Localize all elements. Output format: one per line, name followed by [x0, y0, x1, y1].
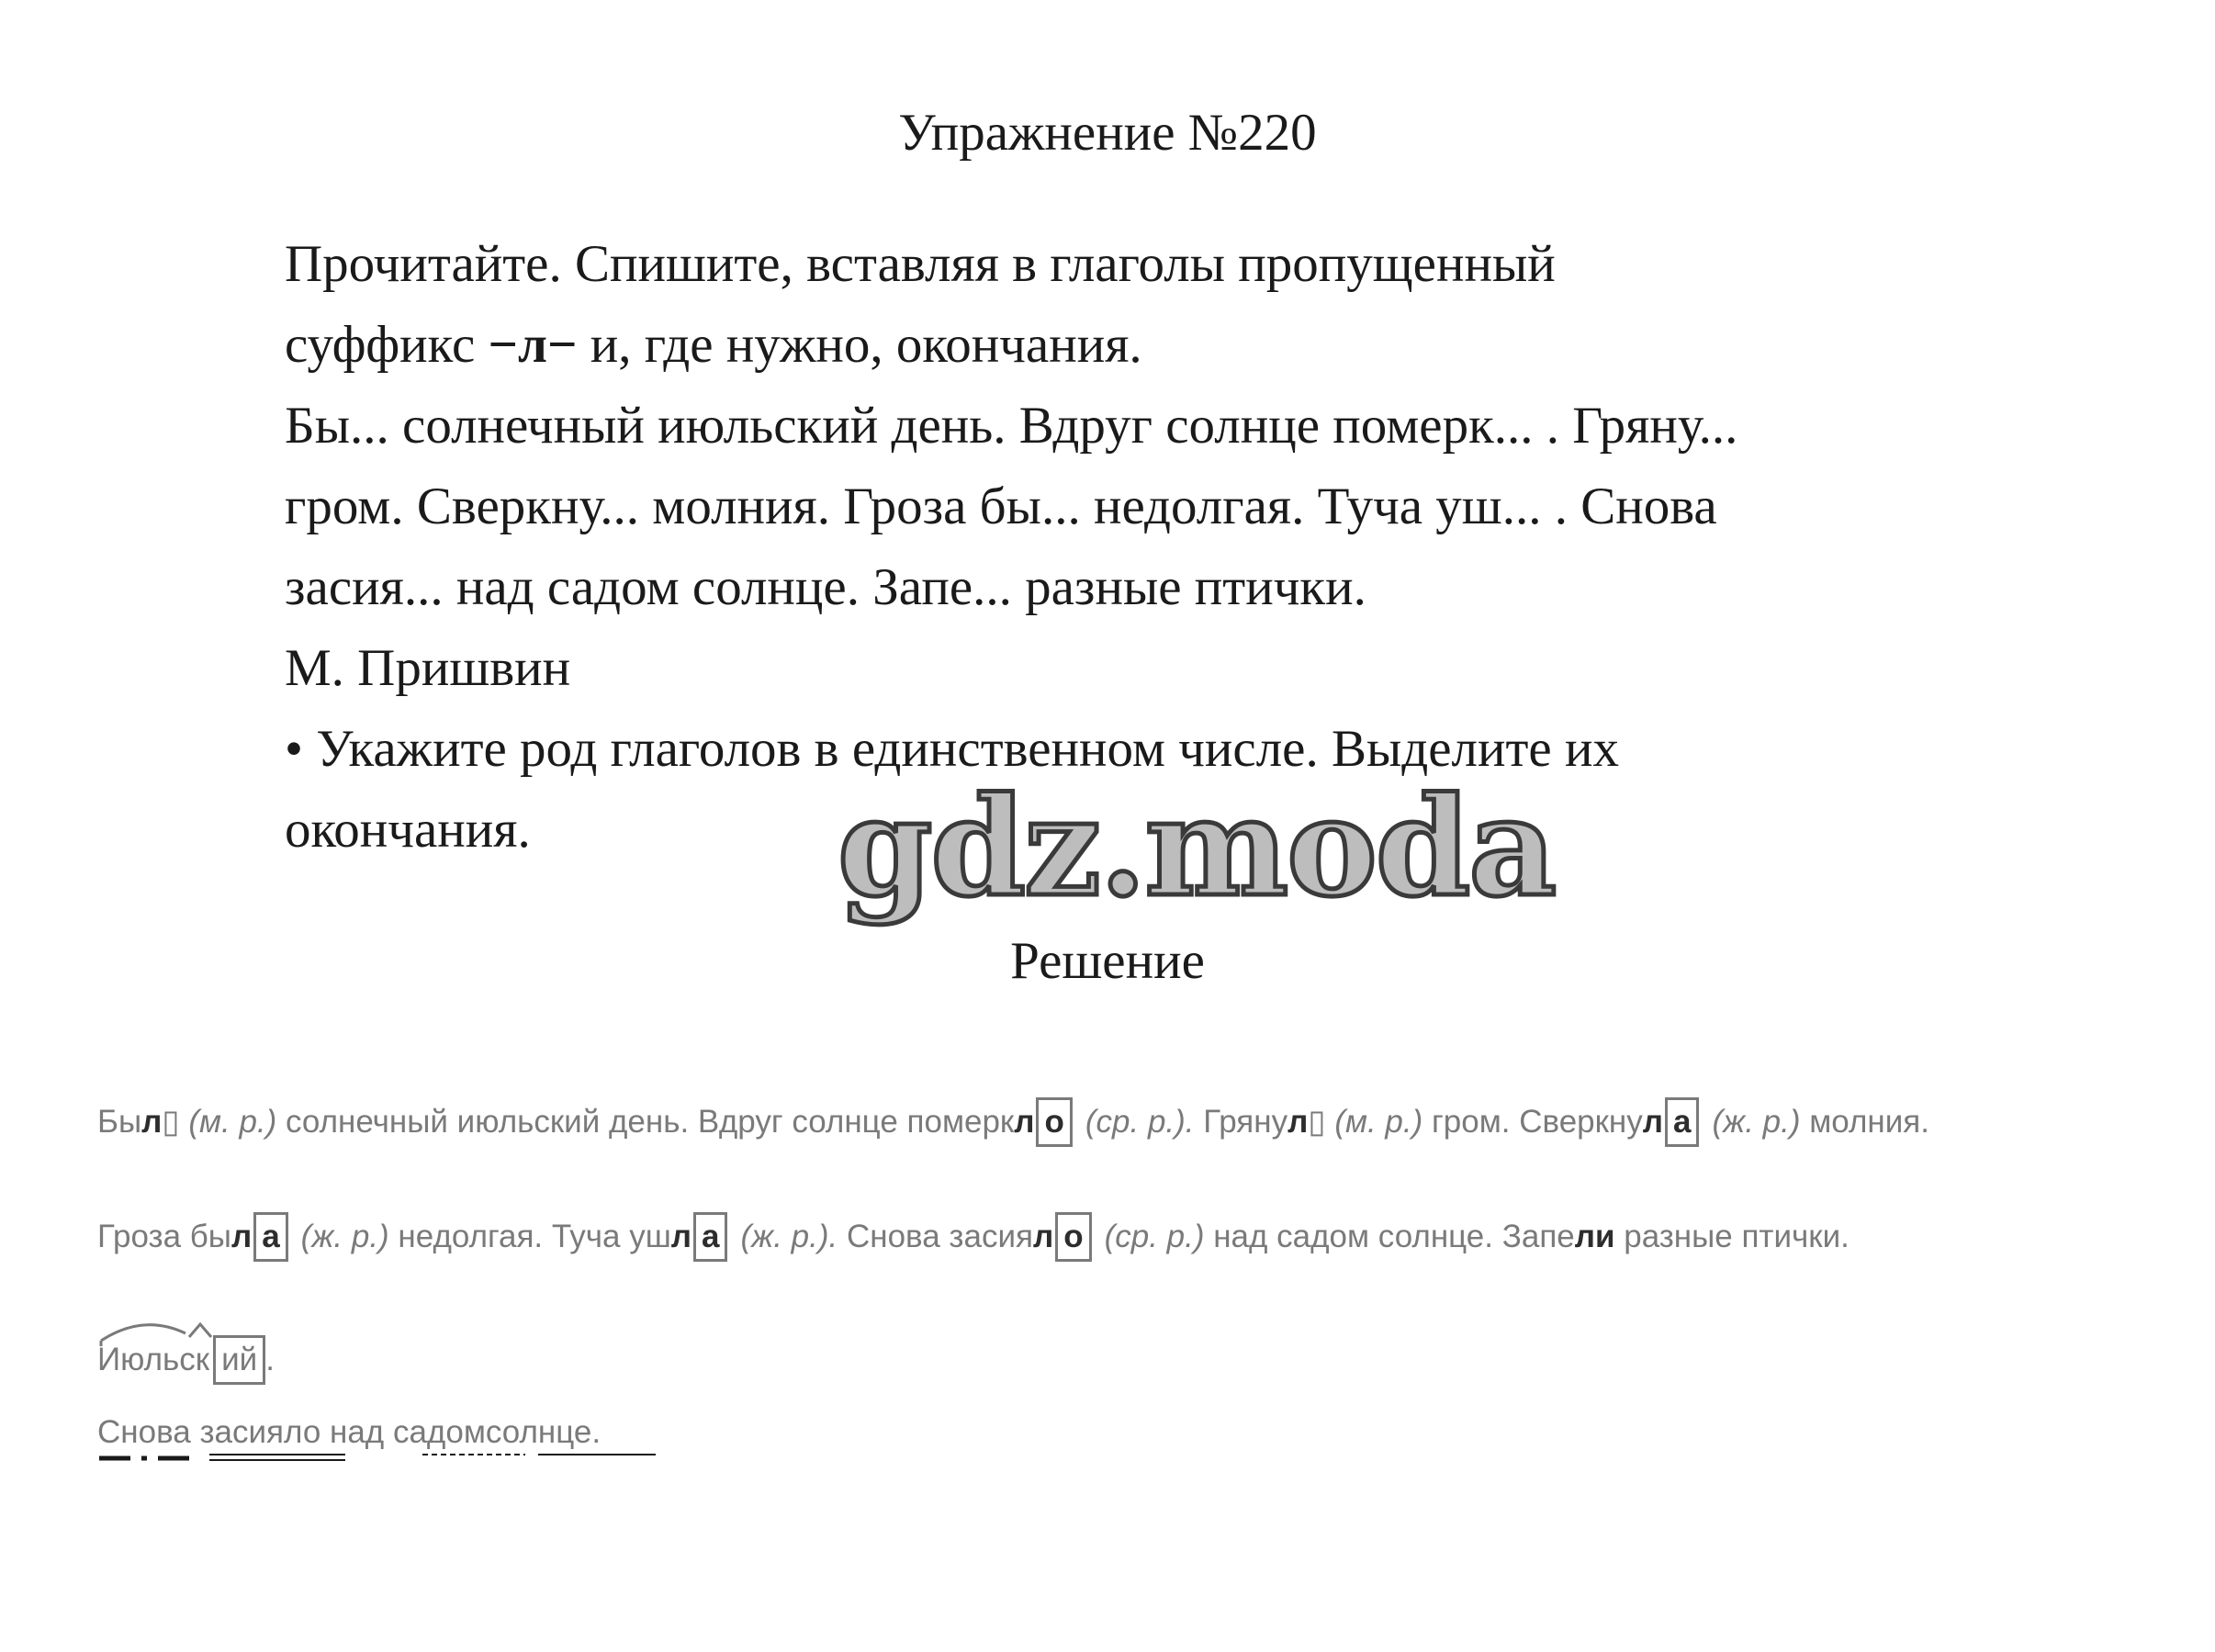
object-word: садом [392, 1414, 486, 1450]
punctuation: . [265, 1342, 275, 1377]
ending-box: а [693, 1212, 727, 1262]
suffix-mark: л [670, 1219, 692, 1254]
gender-note: (ср. р.) [1104, 1219, 1205, 1254]
answer-text: молния. [1800, 1104, 1929, 1140]
answer-text: недолгая. Туча уш [388, 1219, 671, 1254]
underline-marks-icon [97, 1451, 685, 1478]
gender-note: (ж. р.) [1712, 1104, 1801, 1140]
answer-text: гром. Сверкну [1422, 1104, 1643, 1140]
suffix-mark: л [1014, 1104, 1035, 1140]
suffix-label: −л− [488, 316, 578, 374]
morph-word [97, 1335, 275, 1385]
punctuation: . [591, 1414, 602, 1450]
suffix-mark: л [230, 1219, 253, 1254]
gender-note: (ж. р.). [740, 1219, 838, 1254]
suffix-mark: л [1287, 1104, 1309, 1140]
gender-note: (ср. р.). [1085, 1104, 1195, 1140]
task-line: гром. Сверкну... молния. Гроза бы... недолгая. Туча уш... . Снова [285, 478, 1717, 535]
task-line: окончания. [285, 801, 531, 859]
answer-text: солнечный июльский день. Вдруг солнце померк [276, 1104, 1015, 1140]
gender-note: (м. р.) [188, 1104, 277, 1140]
subject-word: солнце [485, 1414, 592, 1450]
answer-text: Гряну [1194, 1104, 1288, 1140]
sentence-parsing [97, 1414, 601, 1451]
answer-text: над садом солнце. Запе [1204, 1219, 1575, 1254]
zero-ending-mark: ▯ [162, 1104, 180, 1140]
task-line-part: и, где нужно, окончания. [577, 316, 1142, 374]
ending-box: о [1036, 1097, 1072, 1147]
answer-line [97, 1212, 2191, 1262]
ending-box: ий [213, 1335, 265, 1385]
solution-heading: Решение [1010, 932, 1205, 990]
ending-box: а [253, 1212, 287, 1262]
adverb-word: Снова [97, 1414, 191, 1450]
answer-text: Гроза бы [97, 1219, 231, 1254]
zero-ending-mark: ▯ [1308, 1104, 1326, 1140]
gender-note: (м. р.) [1334, 1104, 1423, 1140]
answer-text: Снова засия [838, 1219, 1033, 1254]
task-line: Бы... солнечный июльский день. Вдруг солнце померк... . Гряну... [285, 397, 1738, 455]
answer-text: разные птички. [1614, 1219, 1850, 1254]
watermark-logo: gdz.moda [838, 767, 1556, 927]
gender-note: (ж. р.) [300, 1219, 389, 1254]
answer-text: Бы [97, 1104, 142, 1140]
task-line: засия... над садом солнце. Запе... разные птички. [285, 558, 1366, 616]
suffix-mark: ли [1574, 1219, 1615, 1254]
task-line [285, 305, 2029, 386]
task-line-part: суффикс [285, 316, 489, 374]
word-stem: Июльск [97, 1342, 210, 1377]
ending-box: а [1665, 1097, 1699, 1147]
exercise-title: Упражнение №220 [898, 104, 1317, 162]
author-name: М. Пришвин [285, 639, 571, 697]
task-line: • Укажите род глаголов в единственном числе. Выделите их [285, 720, 1619, 778]
task-line: Прочитайте. Спишите, вставляя в глаголы пропущенный [285, 235, 1556, 293]
preposition-word: над [330, 1414, 385, 1450]
answer-line [97, 1097, 2191, 1147]
ending-box: о [1055, 1212, 1091, 1262]
suffix-mark: л [141, 1104, 163, 1140]
suffix-mark: л [1642, 1104, 1663, 1140]
suffix-mark: л [1032, 1219, 1054, 1254]
predicate-word: засияло [199, 1414, 321, 1450]
